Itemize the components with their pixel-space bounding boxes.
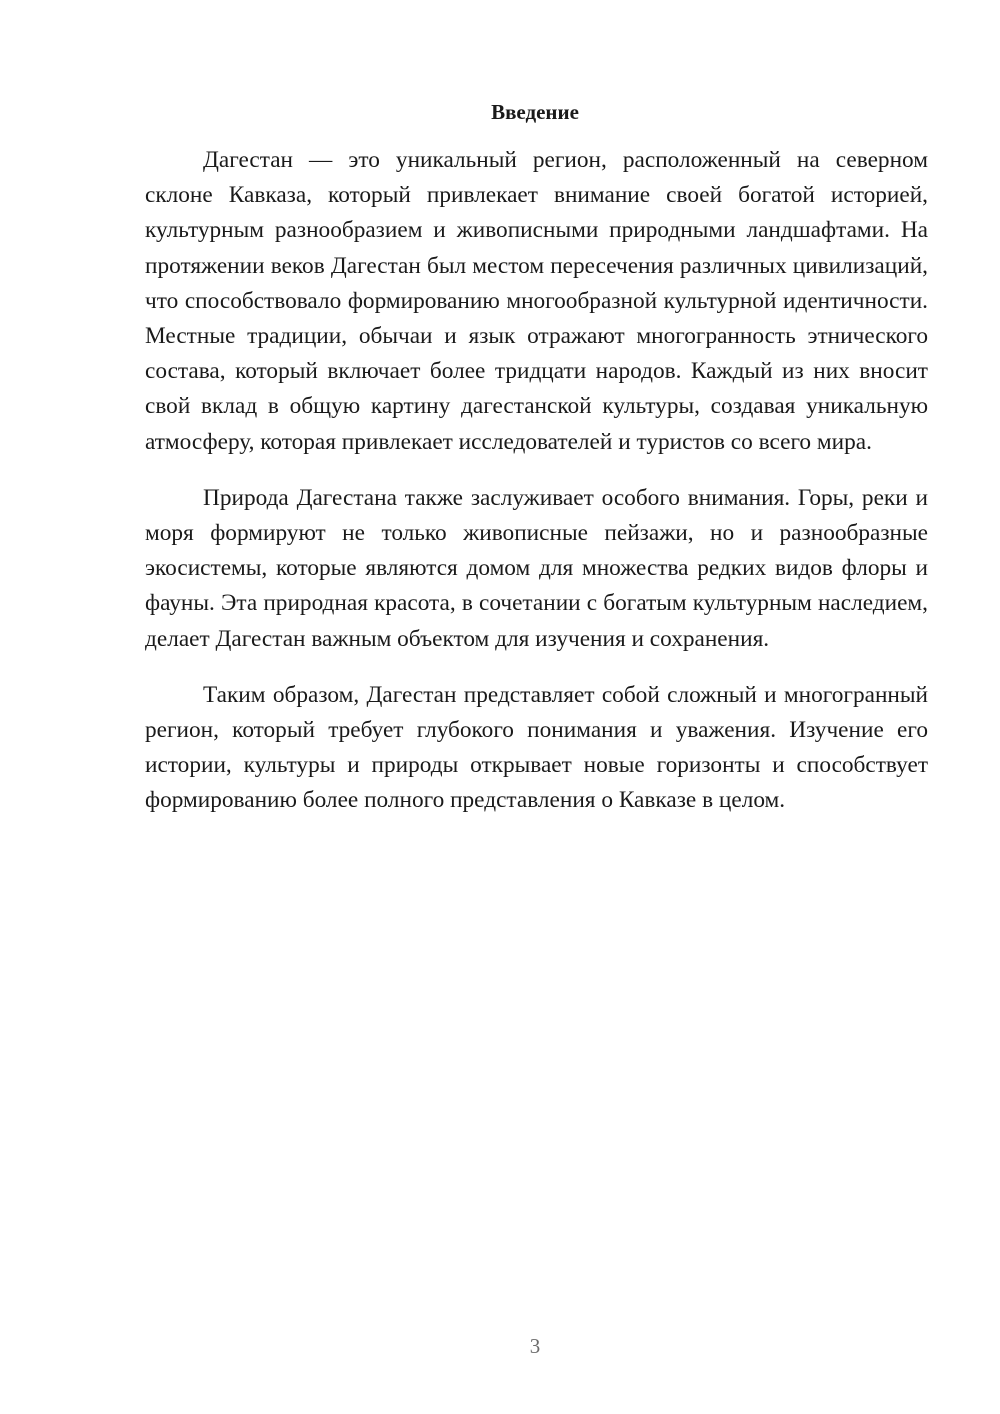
paragraph-3: Таким образом, Дагестан представляет собой сложный и многогранный регион, который требует глубокого понимания и уважения. Изучение его истории, культуры и природы открывает новые горизонты и способствует формированию более полного представления о Кавказе в целом. [145, 681, 928, 814]
paragraph-1: Дагестан — это уникальный регион, расположенный на северном склоне Кавказа, который привлекает внимание своей богатой историей, культурным разнообразием и живописными природными ландшафтами. На протяжении веков Дагестан был местом пересечения различных цивилизаций, что способствовало формированию многообразной культурной идентичности. Местные традиции, обычаи и язык отражают многогранность этнического состава, который включает более тридцати народов. Каждый из них вносит свой вклад в общую картину дагестанской культуры, создавая уникальную атмосферу, которая привлекает исследователей и туристов со всего мира. [145, 147, 928, 455]
page-number: 3 [529, 1334, 541, 1358]
paragraph-2: Природа Дагестана также заслуживает особого внимания. Горы, реки и моря формируют не только живописные пейзажи, но и разнообразные экосистемы, которые являются домом для множества редких видов флоры и фауны. Эта природная красота, в сочетании с богатым культурным наследием, делает Дагестан важным объектом для изучения и сохранения. [145, 484, 928, 652]
body-text [145, 143, 928, 840]
page-title: Введение [491, 100, 579, 124]
